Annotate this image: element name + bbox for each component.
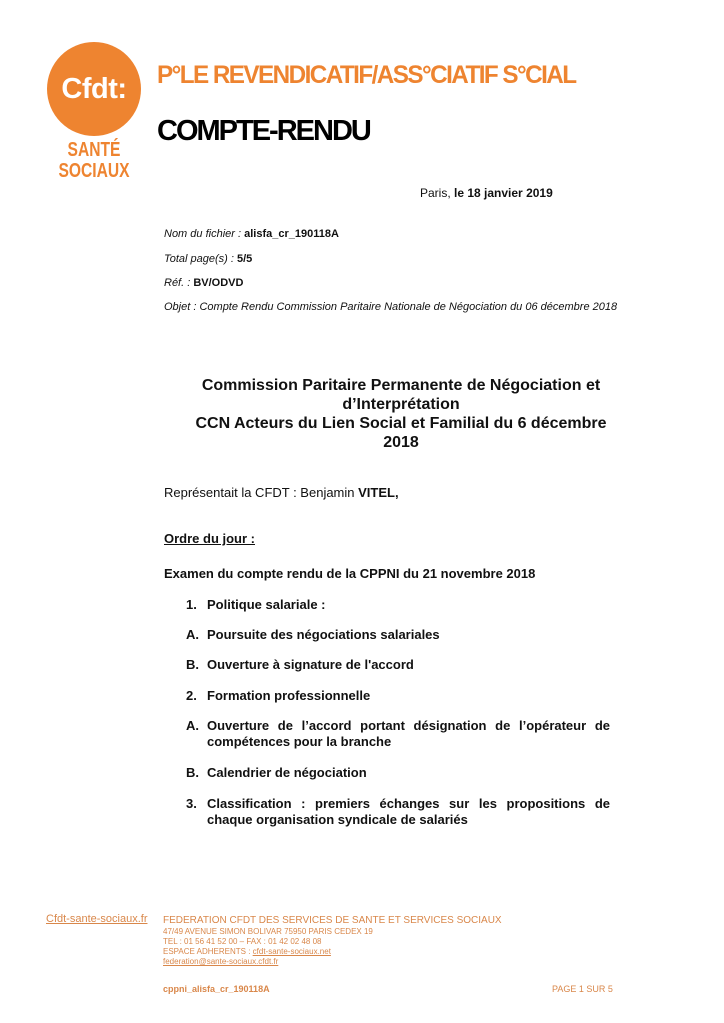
agenda-item: B. Calendrier de négociation xyxy=(186,765,367,780)
meta-reference: Réf. : BV/ODVD xyxy=(164,277,244,289)
federation-email xyxy=(163,957,278,967)
agenda-item: A. Poursuite des négociations salariales xyxy=(186,627,440,642)
espace-adherents-link[interactable]: cfdt-sante-sociaux.net xyxy=(252,947,331,956)
agenda-item: 1. Politique salariale : xyxy=(186,597,326,612)
date-place: Paris, xyxy=(420,186,455,200)
agenda-item: B. Ouverture à signature de l'accord xyxy=(186,657,414,672)
agenda-item: 2. Formation professionnelle xyxy=(186,688,371,703)
agenda-item: A. Ouverture de l’accord portant désignation de l’opérateur de compétences pour la branche xyxy=(186,718,610,749)
date-value: le 18 janvier 2019 xyxy=(454,186,553,200)
website-link[interactable]: Cfdt-sante-sociaux.fr xyxy=(46,913,148,925)
representative-line: Représentait la CFDT : Benjamin VITEL, xyxy=(164,485,399,500)
meta-total-pages: Total page(s) : 5/5 xyxy=(164,253,253,265)
logo-subtitle-sante: SANTÉ xyxy=(67,139,121,161)
pole-title: P°LE REVENDICATIF/ASS°CIATIF S°CIAL xyxy=(157,61,576,89)
cfdt-logo xyxy=(47,42,141,136)
agenda-heading: Ordre du jour : xyxy=(164,531,255,546)
footer-file-ref: cppni_alisfa_cr_190118A xyxy=(163,984,270,994)
espace-adherents: ESPACE ADHERENTS : cfdt-sante-sociaux.net xyxy=(163,947,331,956)
date-line xyxy=(420,186,553,200)
federation-phone: TEL : 01 56 41 52 00 – FAX : 01 42 02 48 08 xyxy=(163,937,322,946)
federation-email-link[interactable]: federation@sante-sociaux.cfdt.fr xyxy=(163,957,279,966)
document-title: Commission Paritaire Permanente de Négociation et d’Interprétation CCN Acteurs du Lien Social et Familial du 6 décembre 2018 xyxy=(195,377,607,451)
document-type-title: COMPTE-RENDU xyxy=(157,115,370,147)
federation-address: 47/49 AVENUE SIMON BOLIVAR 75950 PARIS CEDEX 19 xyxy=(163,927,373,936)
meta-objet: Objet : Compte Rendu Commission Paritaire Nationale de Négociation du 06 décembre 2018 xyxy=(164,301,618,313)
agenda-item: 3. Classification : premiers échanges sur les propositions de chaque organisation syndicale de salariés xyxy=(186,796,610,827)
footer-page-number: PAGE 1 SUR 5 xyxy=(552,984,613,994)
meta-filename: Nom du fichier : alisfa_cr_190118A xyxy=(164,228,339,240)
logo-text: Cfdt: xyxy=(61,72,127,105)
agenda-intro: Examen du compte rendu de la CPPNI du 21 novembre 2018 xyxy=(164,566,536,581)
representative-name: VITEL, xyxy=(358,485,399,500)
logo-subtitle-sociaux: SOCIAUX xyxy=(58,160,130,182)
federation-name: FEDERATION CFDT DES SERVICES DE SANTE ET SERVICES SOCIAUX xyxy=(163,915,502,926)
